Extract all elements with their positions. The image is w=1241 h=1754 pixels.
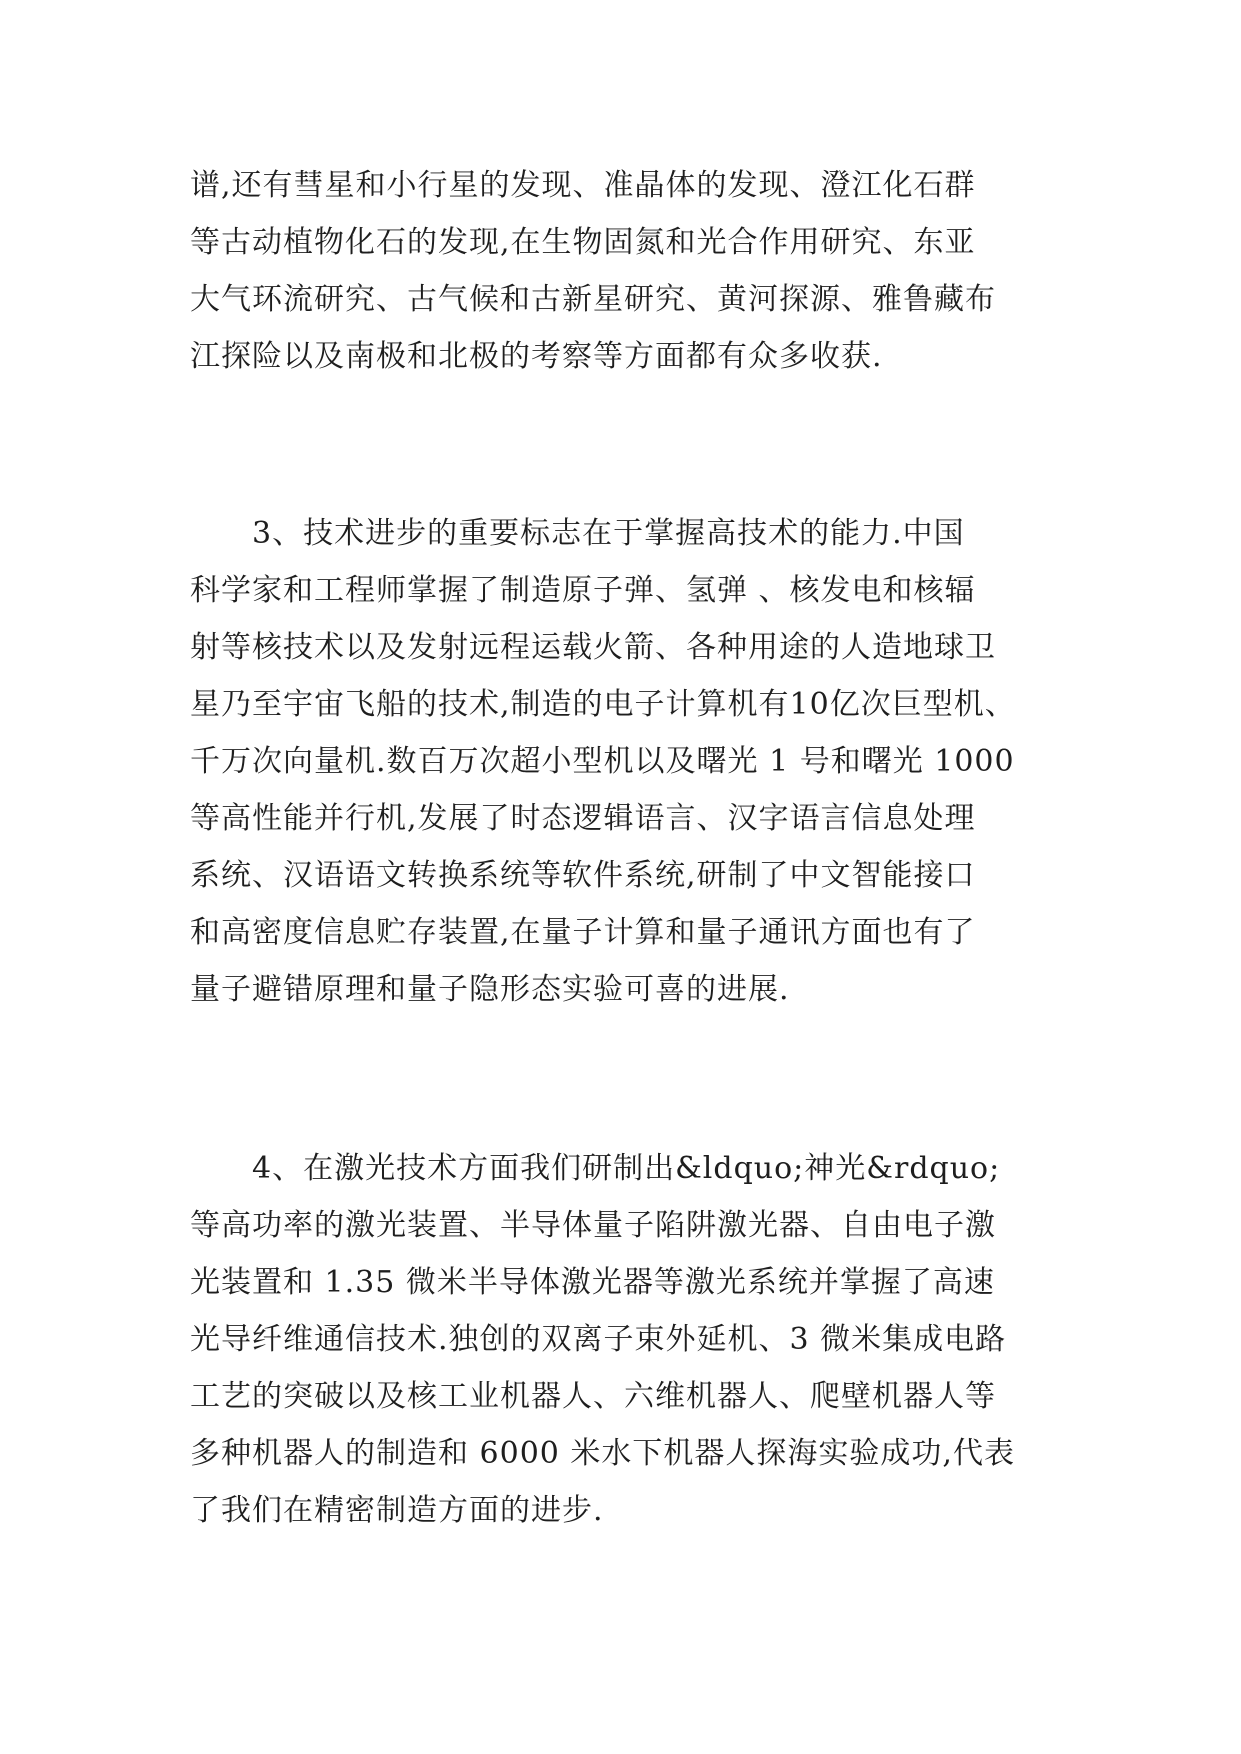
text-line: 3、技术进步的重要标志在于掌握高技术的能力.中国 [190,516,965,551]
text-line: 工艺的突破以及核工业机器人、六维机器人、爬壁机器人等 [190,1379,996,1414]
text-line: 多种机器人的制造和 6000 米水下机器人探海实验成功,代表 [190,1436,1015,1471]
text-line: 等高功率的激光装置、半导体量子陷阱激光器、自由电子激 [190,1208,996,1243]
text-line: 射等核技术以及发射远程运载火箭、各种用途的人造地球卫 [190,630,996,665]
text-line: 千万次向量机.数百万次超小型机以及曙光 1 号和曙光 1000 [190,744,1015,779]
text-line: 等古动植物化石的发现,在生物固氮和光合作用研究、东亚 [190,225,976,260]
text-line: 江探险以及南极和北极的考察等方面都有众多收获. [190,339,883,374]
text-line: 了我们在精密制造方面的进步. [190,1493,604,1528]
text-line: 系统、汉语语文转换系统等软件系统,研制了中文智能接口 [190,858,976,893]
text-line: 光装置和 1.35 微米半导体激光器等激光系统并掌握了高速 [190,1265,995,1300]
text-line: 4、在激光技术方面我们研制出&ldquo;神光&rdquo; [190,1151,1001,1186]
text-line: 等高性能并行机,发展了时态逻辑语言、汉字语言信息处理 [190,801,976,836]
text-line: 大气环流研究、古气候和古新星研究、黄河探源、雅鲁藏布 [190,282,996,317]
text-line: 量子避错原理和量子隐形态实验可喜的进展. [190,972,790,1007]
text-line: 星乃至宇宙飞船的技术,制造的电子计算机有10亿次巨型机、 [190,687,1016,722]
paragraph-4-laser [190,1140,1070,1539]
text-line: 光导纤维通信技术.独创的双离子束外延机、3 微米集成电路 [190,1322,1007,1357]
paragraph-3-technology [190,505,1070,1018]
text-line: 科学家和工程师掌握了制造原子弹、氢弹 、核发电和核辐 [190,573,976,608]
text-line: 谱,还有彗星和小行星的发现、准晶体的发现、澄江化石群 [190,168,976,203]
paragraph-continuation [190,157,1070,385]
text-line: 和高密度信息贮存装置,在量子计算和量子通讯方面也有了 [190,915,976,950]
